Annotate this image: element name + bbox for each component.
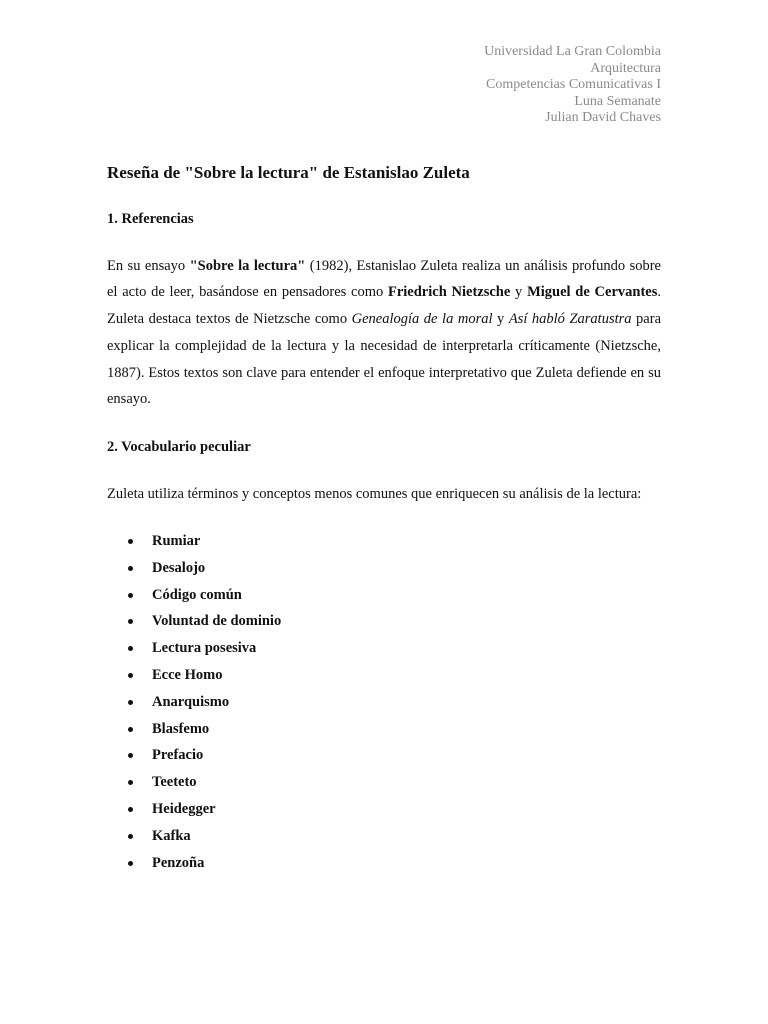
program-name: Arquitectura [590, 60, 661, 76]
vocabulary-list [107, 528, 661, 876]
term-label: Heidegger [152, 801, 216, 818]
bullet-icon [128, 753, 133, 758]
term-label: Código común [152, 586, 242, 603]
term-label: Prefacio [152, 747, 204, 764]
term-label: Voluntad de dominio [152, 613, 282, 630]
bullet-icon [128, 807, 133, 812]
references-heading: 1. Referencias [107, 210, 194, 227]
list-item [107, 582, 661, 609]
bullet-icon [128, 834, 133, 839]
list-item [107, 528, 661, 555]
vocabulary-intro: Zuleta utiliza términos y conceptos menos comunes que enriquecen su análisis de la lectura: [107, 486, 642, 503]
text-run: En su ensayo [107, 257, 190, 274]
work-zaratustra: Así habló Zaratustra [508, 311, 632, 328]
list-item [107, 635, 661, 662]
list-item [107, 850, 661, 877]
document-header [107, 44, 661, 127]
list-item [107, 769, 661, 796]
term-label: Lectura posesiva [152, 640, 257, 657]
text-run: (1982), Estanislao Zuleta realiza un análisis profundo sobre el acto de leer, basándose en pensadores como [107, 257, 661, 301]
document-body [107, 44, 661, 876]
essay-title: "Sobre la lectura" [189, 257, 306, 274]
term-label: Desalojo [152, 559, 206, 576]
teacher-name: Luna Semanate [574, 93, 661, 109]
bullet-icon [128, 700, 133, 705]
term-label: Penzoña [152, 854, 205, 871]
bullet-icon [128, 539, 133, 544]
list-item [107, 662, 661, 689]
term-label: Ecce Homo [152, 667, 223, 684]
bullet-icon [128, 861, 133, 866]
term-label: Anarquismo [152, 693, 230, 710]
vocabulary-heading: 2. Vocabulario peculiar [107, 439, 251, 456]
list-item [107, 689, 661, 716]
text-run: para explicar la complejidad de la lectura y la necesidad de interpretarla críticamente (Nietzsche, 1887). Estos textos son clave para entender el enfoque interpretativo que Zuleta defiende en su ensayo. [107, 311, 662, 408]
author-cervantes: Miguel de Cervantes [527, 284, 658, 301]
student-name: Julian David Chaves [545, 110, 661, 125]
bullet-icon [128, 673, 133, 678]
bullet-icon [128, 727, 133, 732]
bullet-icon [128, 780, 133, 785]
author-nietzsche: Friedrich Nietzsche [387, 284, 511, 301]
work-genealogia: Genealogía de la moral [351, 311, 493, 328]
text-run: y [492, 311, 509, 328]
university-name: Universidad La Gran Colombia [484, 44, 661, 59]
term-label: Blasfemo [152, 720, 210, 737]
course-name: Competencias Comunicativas I [486, 77, 661, 92]
list-item [107, 608, 661, 635]
bullet-icon [128, 593, 133, 598]
references-paragraph [107, 253, 661, 414]
list-item [107, 796, 661, 823]
document-title: Reseña de "Sobre la lectura" de Estanislao Zuleta [107, 162, 470, 182]
bullet-icon [128, 619, 133, 624]
list-item [107, 742, 661, 769]
bullet-icon [128, 566, 133, 571]
text-run: y [510, 284, 528, 301]
bullet-icon [128, 646, 133, 651]
list-item [107, 823, 661, 850]
term-label: Rumiar [152, 533, 201, 550]
list-item [107, 716, 661, 743]
list-item [107, 555, 661, 582]
term-label: Teeteto [152, 774, 197, 791]
text-run: . Zuleta destaca textos de Nietzsche como [107, 284, 661, 328]
term-label: Kafka [152, 827, 191, 844]
